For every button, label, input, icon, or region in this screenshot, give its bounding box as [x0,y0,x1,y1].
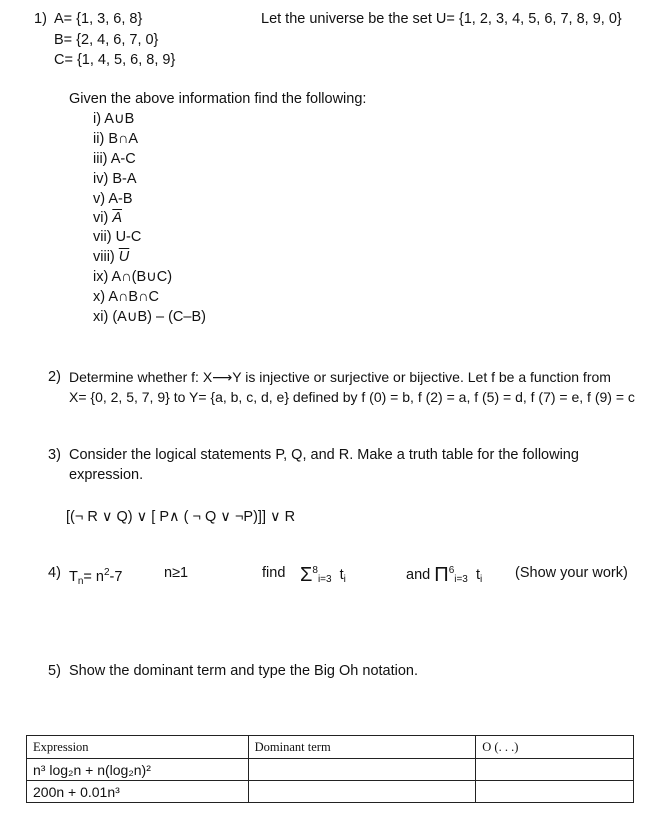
dominant-term-cell[interactable] [248,759,476,781]
summation-expression: $\Sigma^8_{i=3}$ $t_i$ [300,564,346,586]
q1-number: 1) [34,11,47,27]
universe-definition: Let the universe be the set U= {1, 2, 3, 4, 5, 6, 7, 8, 9, 0} [261,11,622,27]
show-work-note: (Show your work) [515,565,628,581]
sigma-icon: Σ [300,564,313,586]
table-row [27,781,634,803]
big-o-table [26,735,634,803]
table-header-row [27,736,634,759]
q1-item: i) A∪B [93,111,135,127]
q3-number: 3) [48,447,61,463]
header-big-o: O (. . .) [476,736,634,759]
q1-item: iii) A-C [93,151,136,167]
q1-item: v) A-B [93,191,133,207]
q1-item: xi) (A∪B) – (C–B) [93,309,206,325]
set-c: C= {1, 4, 5, 6, 8, 9} [54,52,176,68]
header-expression: Expression [27,736,249,759]
q1-item: x) A∩B∩C [93,289,159,305]
big-o-cell[interactable] [476,759,634,781]
expression-cell: n³ log₂n + n(log₂n)² [27,759,249,781]
expression-cell: 200n + 0.01n³ [27,781,249,803]
q5-number: 5) [48,663,61,679]
q1-item: ix) A∩(B∪C) [93,269,173,285]
set-a: A= {1, 3, 6, 8} [54,11,143,27]
q1-item: vi) $\overline{A}$ [93,210,123,226]
q4-number: 4) [48,565,61,581]
sequence-definition: $T_n= n^2-7$ [69,567,123,587]
q3-line-1: Consider the logical statements P, Q, and R. Make a truth table for the following [69,447,579,463]
q3-line-2: expression. [69,467,144,483]
q1-prompt: Given the above information find the following: [69,91,367,107]
big-o-cell[interactable] [476,781,634,803]
pi-icon: Π [434,564,449,586]
sequence-condition: n≥1 [164,565,189,581]
table-row [27,759,634,781]
product-expression: and $\Pi^6_{i=3}$ $t_i$ [406,564,483,586]
q1-item: viii) $\overline{U}$ [93,249,130,265]
q2-line-1: Determine whether f: X⟶Y is injective or surjective or bijective. Let f be a function from [69,369,611,385]
q1-item: vii) U-C [93,229,142,245]
q1-item: ii) B∩A [93,131,139,147]
dominant-term-cell[interactable] [248,781,476,803]
find-label: find [262,565,286,581]
q2-number: 2) [48,369,61,385]
set-b: B= {2, 4, 6, 7, 0} [54,32,159,48]
q2-line-2: X= {0, 2, 5, 7, 9} to Y= {a, b, c, d, e} defined by f (0) = b, f (2) = a, f (5) = d, f (7) = e, f (9) = c [69,389,635,405]
logic-expression: [(¬ R ∨ Q) ∨ [ P∧ ( ¬ Q ∨ ¬P)]] ∨ R [66,509,296,525]
q1-item: iv) B-A [93,171,137,187]
header-dominant-term: Dominant term [248,736,476,759]
q5-prompt: Show the dominant term and type the Big Oh notation. [69,663,419,679]
